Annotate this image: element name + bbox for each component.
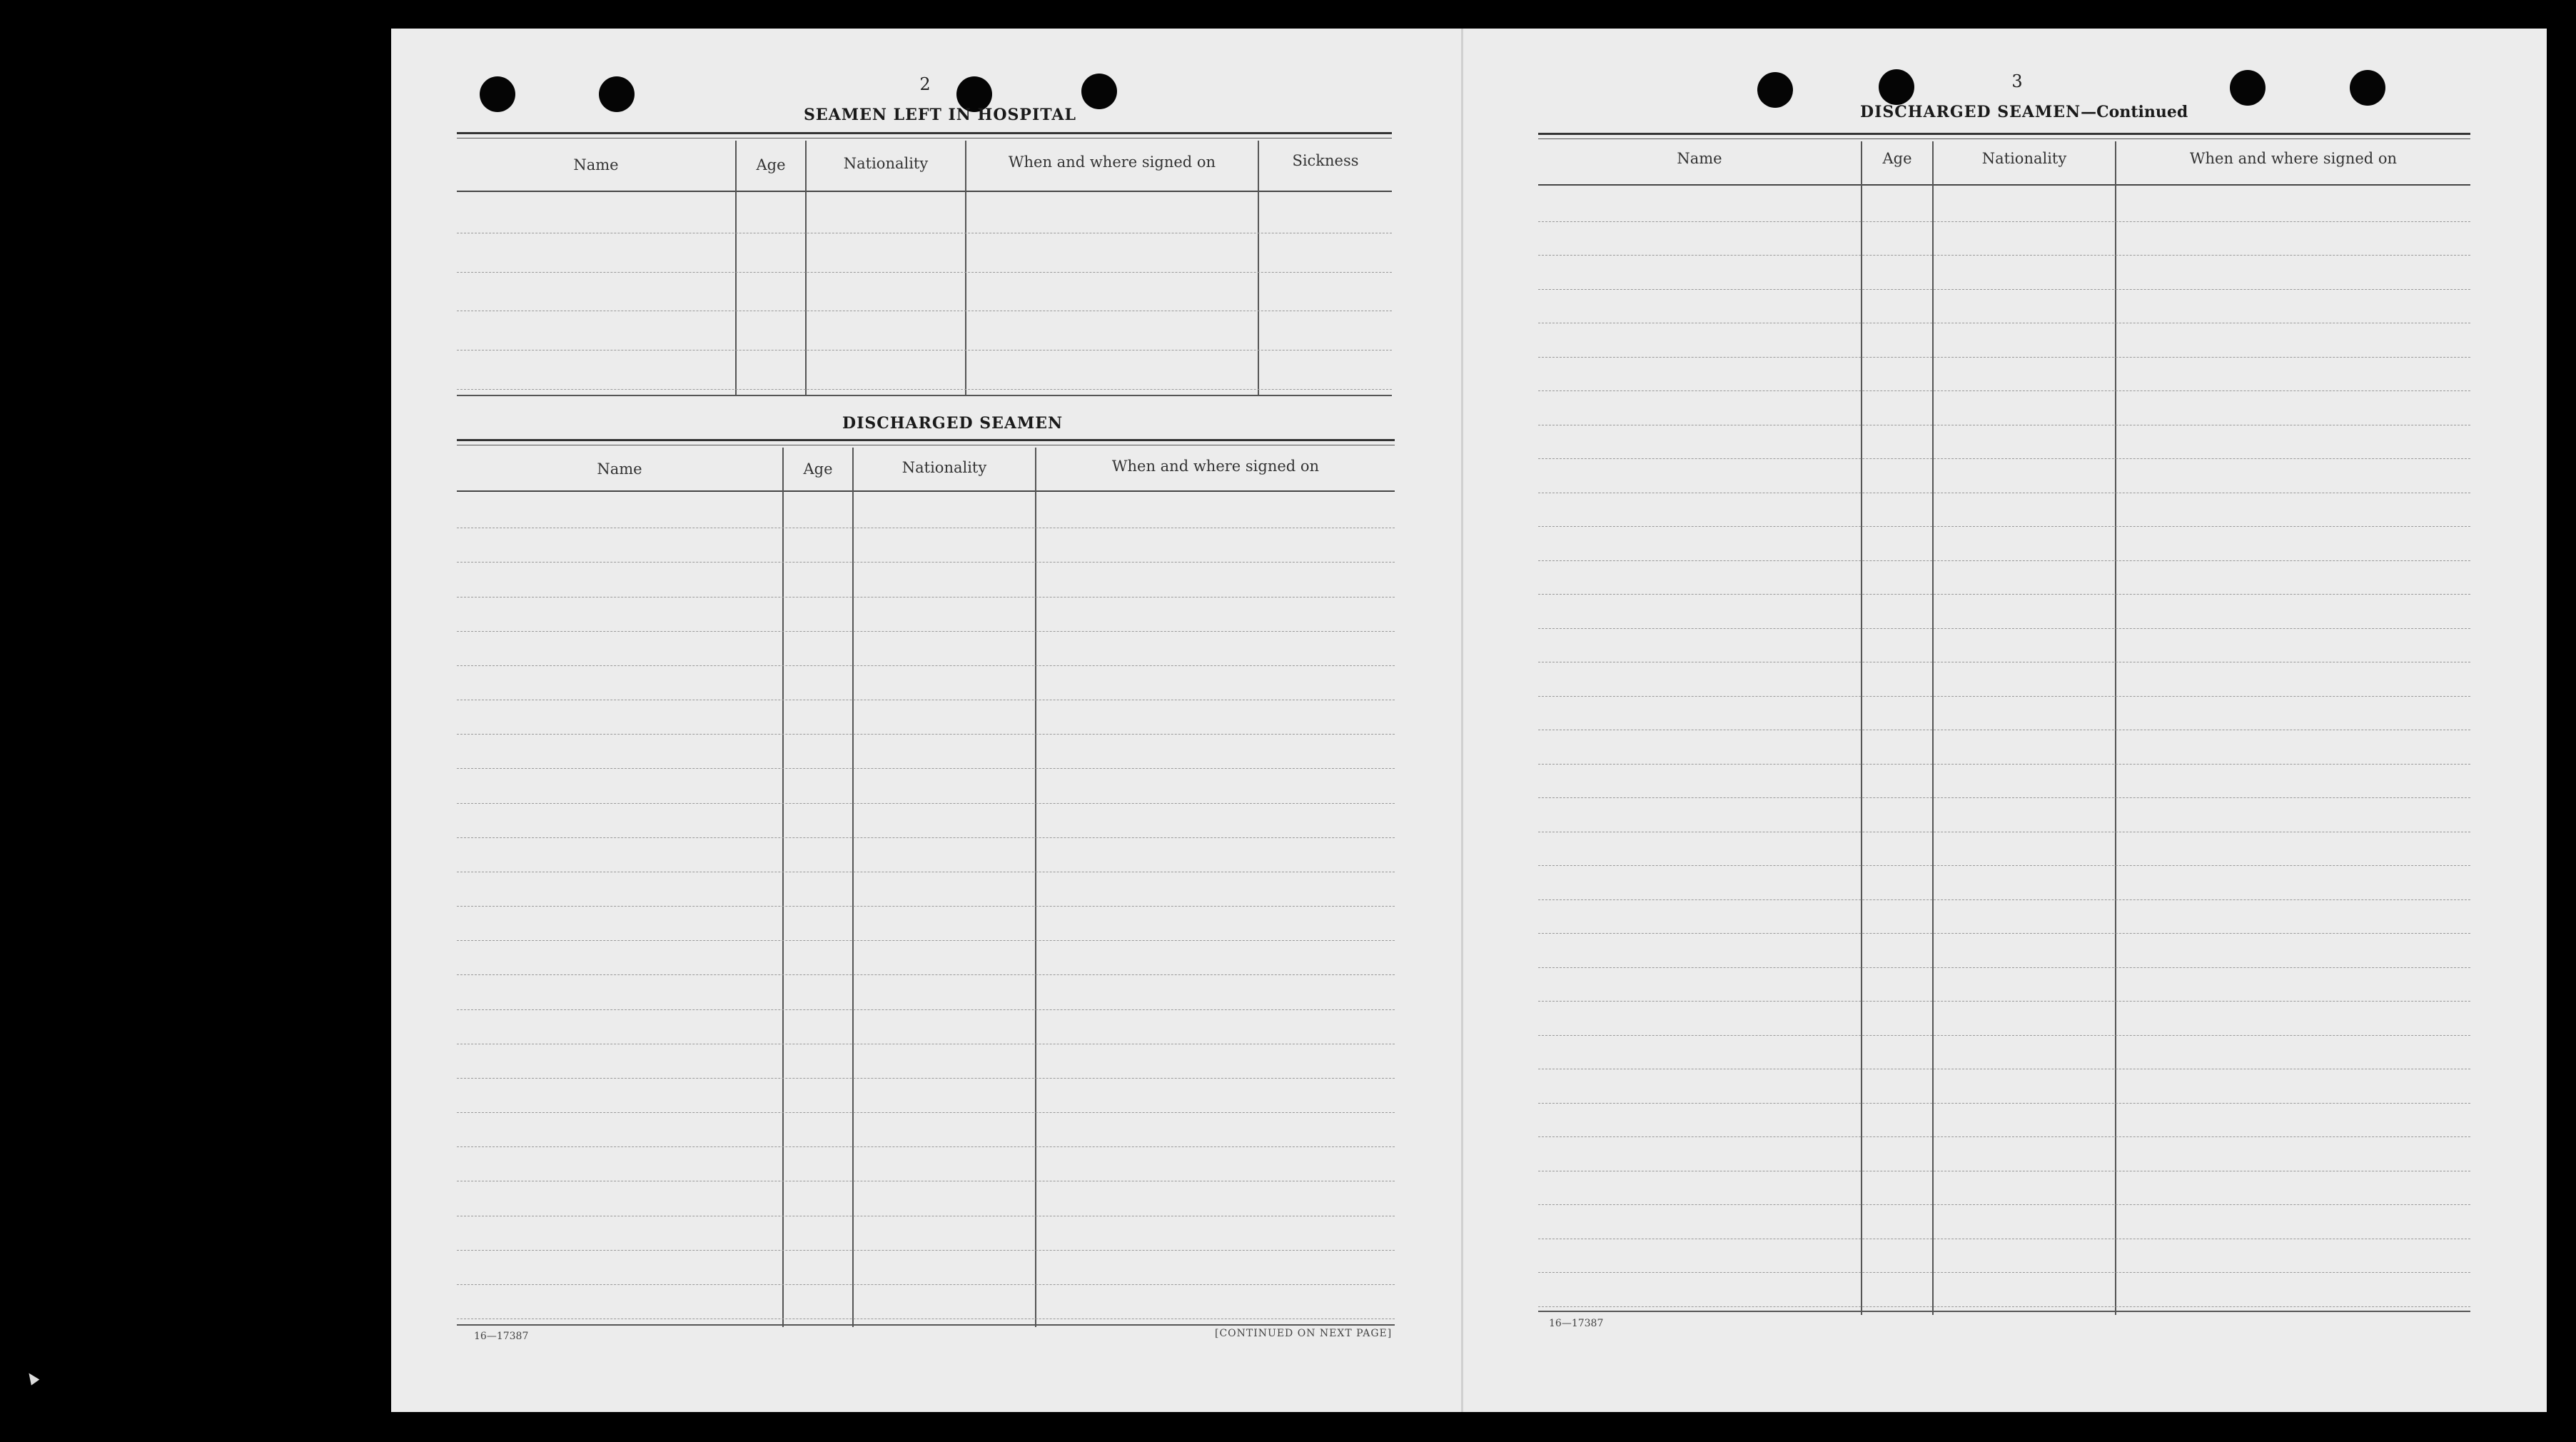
hospital-section-title: SEAMEN LEFT IN HOSPITAL: [804, 106, 1076, 124]
col-head-sickness: Sickness: [1292, 152, 1359, 169]
entry-row-line: [1538, 1035, 2470, 1036]
entry-row-line: [457, 631, 1395, 632]
entry-row-line: [1538, 865, 2470, 866]
discharged-table-right: [1538, 133, 2470, 1315]
entry-row-line: [1538, 255, 2470, 256]
col-head-name: Name: [573, 156, 619, 173]
entry-row-line: [457, 803, 1395, 804]
entry-row-line: [1538, 933, 2470, 934]
col-head-age: Age: [756, 156, 786, 173]
entry-row-line: [457, 665, 1395, 666]
punch-hole: [1879, 69, 1914, 105]
col-head-signed-on: When and where signed on: [1111, 458, 1320, 475]
col-head-signed-on: When and where signed on: [2189, 150, 2398, 167]
col-head-nationality: Nationality: [1981, 150, 2067, 167]
entry-row-line: [457, 597, 1395, 598]
punch-hole: [599, 76, 635, 112]
discharged-continued-title: [1860, 103, 2188, 121]
page-number-right: 3: [2011, 71, 2023, 91]
entry-row-line: [457, 1078, 1395, 1079]
entry-row-line: [457, 1009, 1395, 1010]
entry-row-line: [457, 906, 1395, 907]
punch-hole: [480, 76, 515, 112]
entry-row-line: [1538, 1136, 2470, 1137]
entry-row-line: [1538, 967, 2470, 968]
page-fold: [1461, 29, 1463, 1412]
entry-row-line: [457, 940, 1395, 941]
col-head-name: Name: [597, 460, 642, 478]
punch-hole: [1757, 72, 1793, 108]
entry-row-line: [457, 734, 1395, 735]
entry-row-line: [1538, 458, 2470, 459]
entry-row-line: [1538, 594, 2470, 595]
entry-row-line: [1538, 628, 2470, 629]
entry-row-line: [457, 562, 1395, 563]
entry-row-line: [1538, 1272, 2470, 1273]
entry-row-line: [1538, 797, 2470, 798]
entry-row-line: [457, 1284, 1395, 1285]
discharged-title-text: DISCHARGED SEAMEN: [1860, 103, 2081, 121]
form-code-left: 16—17387: [474, 1331, 529, 1342]
form-code-right: 16—17387: [1549, 1318, 1604, 1329]
entry-row-line: [1538, 289, 2470, 290]
col-head-nationality: Nationality: [843, 155, 929, 172]
entry-row-line: [457, 350, 1392, 351]
entry-row-line: [457, 768, 1395, 769]
entry-row-line: [457, 837, 1395, 838]
entry-row-line: [1538, 357, 2470, 358]
entry-row-line: [1538, 221, 2470, 222]
continued-note: [CONTINUED ON NEXT PAGE]: [1215, 1328, 1393, 1339]
entry-row-line: [1538, 899, 2470, 900]
entry-row-line: [1538, 560, 2470, 561]
punch-hole: [2350, 70, 2385, 106]
discharged-table-left: [457, 439, 1395, 1327]
col-head-name: Name: [1677, 150, 1722, 167]
entry-row-line: [1538, 390, 2470, 391]
col-head-nationality: Nationality: [901, 459, 987, 476]
col-head-age: Age: [803, 460, 833, 478]
entry-row-line: [1538, 1306, 2470, 1307]
hospital-table: [457, 132, 1392, 396]
page-number-left: 2: [919, 74, 931, 94]
entry-row-line: [1538, 1103, 2470, 1104]
entry-row-line: [457, 1146, 1395, 1147]
punch-hole: [1081, 74, 1117, 109]
entry-row-line: [1538, 1204, 2470, 1205]
col-head-signed-on: When and where signed on: [1008, 153, 1216, 171]
entry-row-line: [1538, 1001, 2470, 1002]
entry-row-line: [457, 974, 1395, 975]
entry-row-line: [1538, 764, 2470, 765]
col-head-age: Age: [1882, 150, 1912, 167]
punch-hole: [2230, 70, 2266, 106]
discharged-section-title: DISCHARGED SEAMEN: [842, 414, 1064, 433]
entry-row-line: [1538, 526, 2470, 527]
entry-row-line: [457, 389, 1392, 390]
continued-suffix: —Continued: [2081, 103, 2188, 121]
entry-row-line: [457, 1250, 1395, 1251]
mouse-cursor-icon: [25, 1370, 40, 1385]
entry-row-line: [457, 1112, 1395, 1113]
entry-row-line: [1538, 696, 2470, 697]
entry-row-line: [457, 272, 1392, 273]
